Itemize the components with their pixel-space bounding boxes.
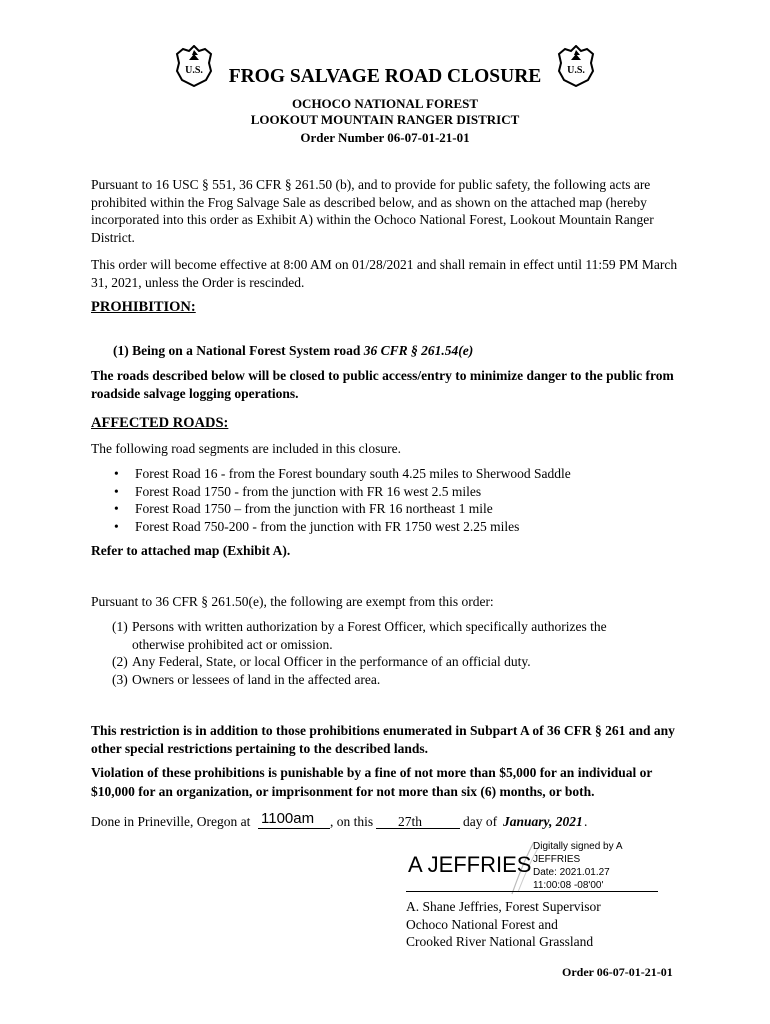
list-text: Owners or lessees of land in the affected area. bbox=[132, 671, 381, 687]
time-underline bbox=[258, 828, 330, 829]
prohibition-item-cite: 36 CFR § 261.54(e) bbox=[363, 343, 474, 358]
district-name: LOOKOUT MOUNTAIN RANGER DISTRICT bbox=[250, 112, 520, 127]
document-title: FROG SALVAGE ROAD CLOSURE bbox=[228, 66, 542, 87]
list-item bbox=[112, 618, 632, 653]
list-text: Persons with written authorization by a Forest Officer, which specifically authorizes the otherwise prohibited act or omission. bbox=[132, 619, 607, 652]
logo-text-left: U.S. bbox=[185, 65, 203, 76]
signature-detail-line: JEFFRIES bbox=[533, 854, 581, 865]
signature-detail-line: 11:00:08 -08'00' bbox=[533, 880, 604, 891]
map-reference: Refer to attached map (Exhibit A). bbox=[91, 543, 291, 558]
signing-time: 1100am bbox=[261, 810, 315, 827]
prohibition-item-label: (1) Being on a National Forest System road bbox=[113, 343, 361, 358]
day-of-text: day of bbox=[463, 814, 498, 829]
effective-paragraph: This order will become effective at 8:00 AM on 01/28/2021 and shall remain in effect until 11:59 PM March 31, 2021, unless the Order is rescinded. bbox=[91, 257, 678, 290]
restriction-paragraph: This restriction is in addition to those prohibitions enumerated in Subpart A of 36 CFR § 261 and any other special restrictions pertaining to the described lands. bbox=[91, 723, 675, 756]
prohibition-item bbox=[113, 343, 473, 359]
done-prefix: Done in Prineville, Oregon at bbox=[91, 814, 251, 829]
exemptions-intro: Pursuant to 36 CFR § 261.50(e), the following are exempt from this order: bbox=[91, 594, 494, 609]
affected-roads-heading: AFFECTED ROADS: bbox=[91, 415, 229, 431]
list-item: • Forest Road 16 - from the Forest boundary south 4.25 miles to Sherwood Saddle bbox=[91, 465, 681, 483]
prohibition-heading: PROHIBITION: bbox=[91, 299, 196, 315]
list-item: • Forest Road 750-200 - from the junction with FR 1750 west 2.25 miles bbox=[91, 518, 681, 536]
affected-roads-intro: The following road segments are included in this closure. bbox=[91, 441, 402, 456]
digital-signature bbox=[406, 840, 662, 896]
signer-block bbox=[406, 898, 601, 951]
road-list bbox=[91, 465, 681, 535]
signer-name: A. Shane Jeffries, Forest Supervisor bbox=[406, 899, 601, 914]
list-number: (2) bbox=[112, 654, 128, 670]
signature-detail-line: Digitally signed by A bbox=[533, 841, 623, 852]
signer-org: Ochoco National Forest and bbox=[406, 916, 558, 932]
signer-org: Crooked River National Grassland bbox=[406, 934, 594, 950]
signing-month-year: January, 2021 bbox=[503, 814, 583, 829]
forest-name: OCHOCO NATIONAL FOREST bbox=[291, 96, 479, 111]
on-this-text: , on this bbox=[330, 814, 374, 829]
list-item bbox=[112, 653, 632, 671]
period: . bbox=[584, 814, 588, 829]
prohibition-description: The roads described below will be closed to public access/entry to minimize danger to the public from roadside salvage logging operations. bbox=[91, 368, 674, 401]
violation-paragraph: Violation of these prohibitions is punishable by a fine of not more than $5,000 for an individual or $10,000 for an organization, or imprisonment for not more than six (6) months, or both. bbox=[91, 765, 653, 799]
intro-paragraph: Pursuant to 16 USC § 551, 36 CFR § 261.50 (b), and to provide for public safety, the following acts are prohibited within the Frog Salvage Sale as described below, and as shown on the attached map (hereby incorporated into this order as Exhibit A) within the Ochoco National Forest, Lookout Mountain Ranger District. bbox=[91, 177, 654, 245]
signature-name: A JEFFRIES bbox=[408, 852, 532, 877]
signature-line bbox=[406, 891, 658, 892]
list-text: Any Federal, State, or local Officer in the performance of an official duty. bbox=[132, 654, 531, 670]
signature-detail-line: Date: 2021.01.27 bbox=[533, 867, 610, 878]
list-item: • Forest Road 1750 - from the junction with FR 16 west 2.5 miles bbox=[91, 483, 681, 501]
signature-details bbox=[533, 840, 623, 892]
order-number: Order Number 06-07-01-21-01 bbox=[300, 130, 470, 145]
signing-day: 27th bbox=[398, 814, 423, 829]
exemption-list bbox=[112, 618, 632, 688]
list-number: (1) bbox=[112, 619, 128, 634]
logo-text-right: U.S. bbox=[567, 65, 585, 76]
footer-order-number: Order 06-07-01-21-01 bbox=[562, 965, 673, 979]
list-item: • Forest Road 1750 – from the junction with FR 16 northeast 1 mile bbox=[91, 500, 681, 518]
list-item bbox=[112, 671, 632, 689]
list-number: (3) bbox=[112, 671, 128, 687]
